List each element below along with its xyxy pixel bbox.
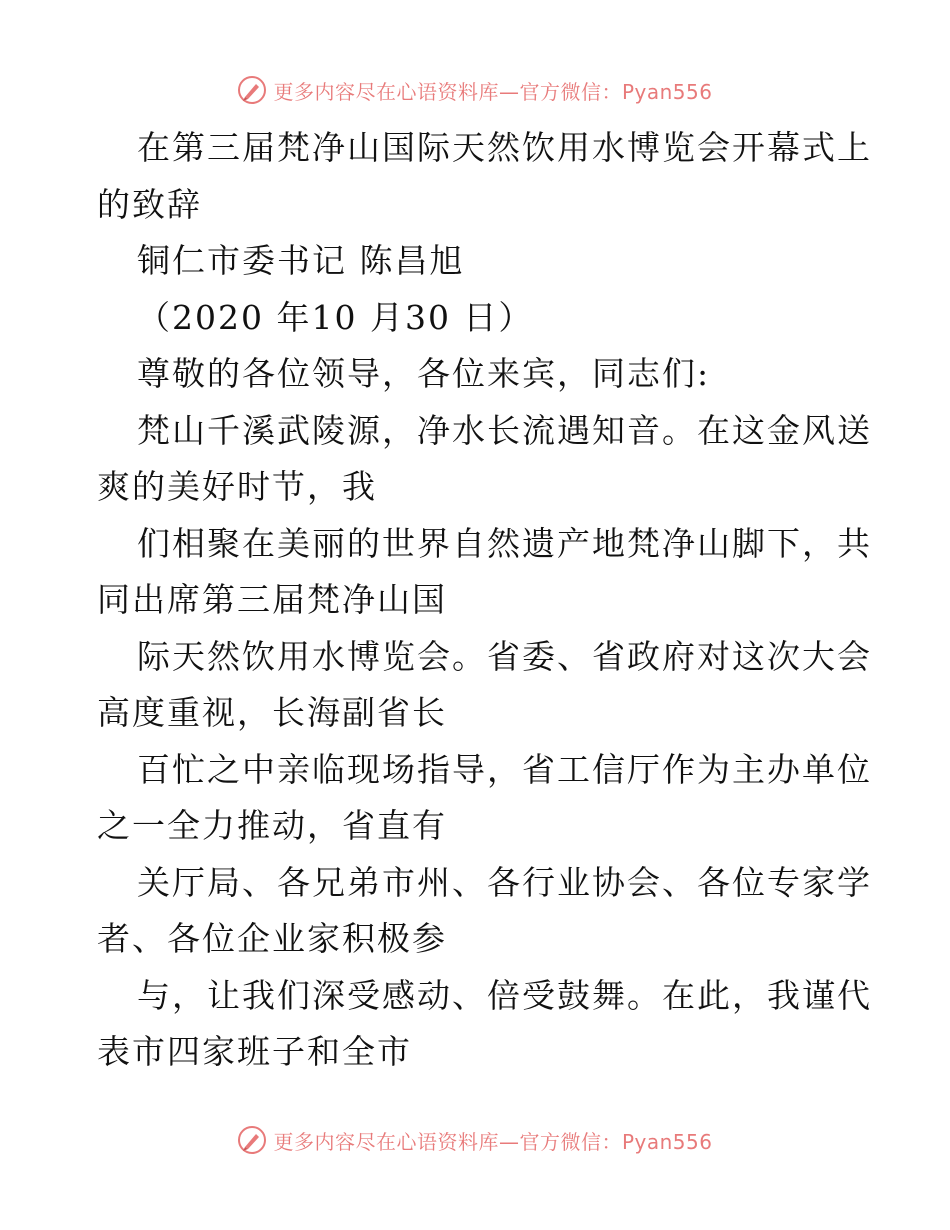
- watermark-footer: [0, 1120, 950, 1160]
- document-body: [97, 120, 872, 1081]
- text-line: 之一全力推动，省直有: [97, 806, 447, 845]
- text-line: 铜仁市委书记 陈昌旭: [137, 241, 465, 280]
- text-line: 百忙之中亲临现场指导，省工信厅作为主办单位: [137, 749, 872, 789]
- text-line: 在第三届梵净山国际天然饮用水博览会开幕式上: [137, 128, 872, 167]
- watermark-header: [0, 70, 950, 110]
- text-line: 的致辞: [97, 184, 202, 224]
- watermark-text: 更多内容尽在心语资料库—官方微信：Pyan556: [273, 79, 713, 104]
- pen-logo-icon: [237, 75, 267, 105]
- text-line: 际天然饮用水博览会。省委、省政府对这次大会: [137, 636, 872, 676]
- pen-logo-icon: [237, 1125, 267, 1155]
- text-line: 高度重视，长海副省长: [97, 693, 447, 732]
- text-line: 们相聚在美丽的世界自然遗产地梵净山脚下，共: [137, 523, 872, 563]
- text-line: 梵山千溪武陵源，净水长流遇知音。在这金风送: [137, 410, 872, 450]
- text-line: 爽的美好时节，我: [97, 467, 377, 506]
- text-line: 关厅局、各兄弟市州、各行业协会、各位专家学: [137, 862, 872, 902]
- text-line: 尊敬的各位领导，各位来宾，同志们:: [137, 354, 711, 393]
- text-line: 者、各位企业家积极参: [97, 919, 447, 958]
- text-line: （2020 年10 月30 日）: [137, 297, 534, 337]
- text-line: 与，让我们深受感动、倍受鼓舞。在此，我谨代: [137, 975, 872, 1015]
- text-line: 同出席第三届梵净山国: [97, 580, 447, 619]
- watermark-text: 更多内容尽在心语资料库—官方微信：Pyan556: [273, 1129, 713, 1154]
- text-line: 表市四家班子和全市: [97, 1032, 412, 1071]
